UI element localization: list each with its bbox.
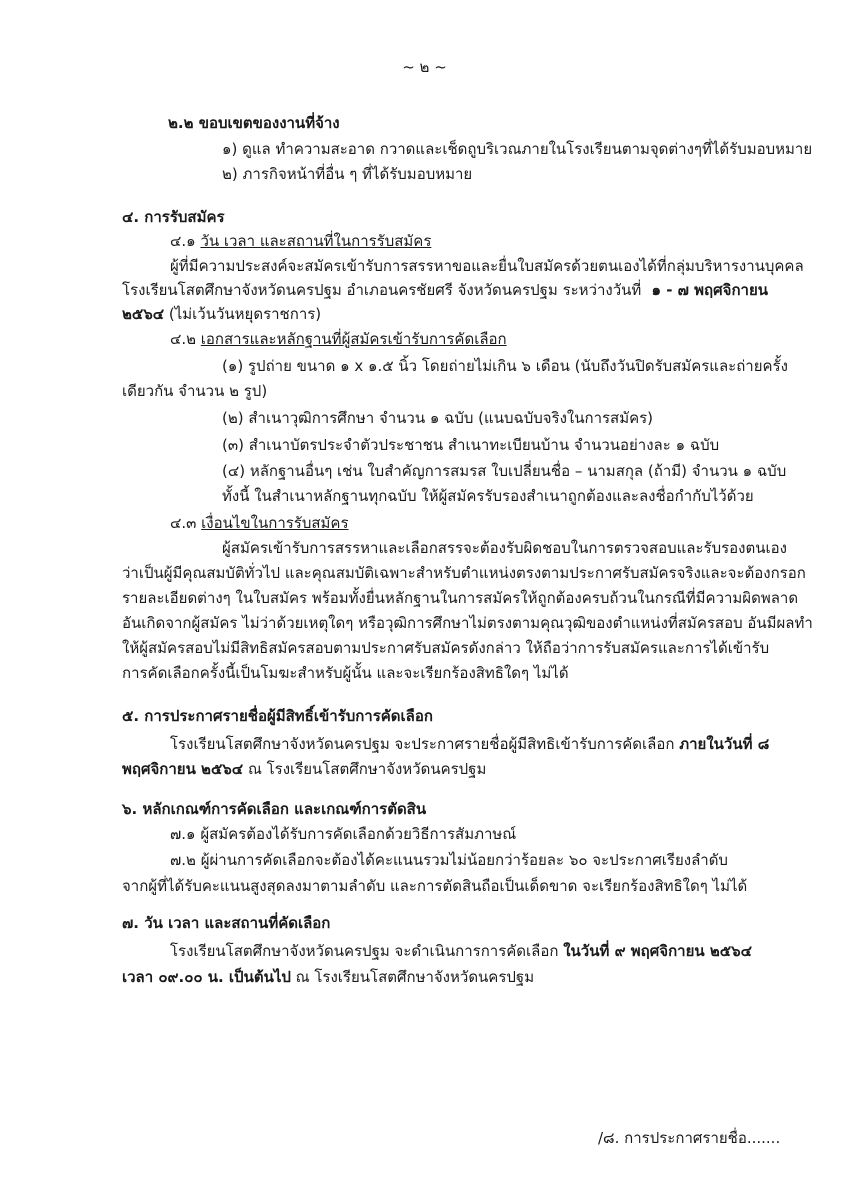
s41-line-2	[122, 279, 768, 301]
sec7-line-1-date: ในวันที่ ๙ พฤศจิกายน ๒๕๖๔	[563, 942, 752, 960]
sec7-line-1-text: โรงเรียนโสตศึกษาจังหวัดนครปฐม จะดำเนินการการคัดเลือก	[170, 942, 564, 960]
s43-line-4: อันเกิดจากผู้สมัคร ไม่ว่าด้วยเหตุใดๆ หรือวุฒิการศึกษาไม่ตรงตามคุณวุฒิของตำแหน่งที่สมัครสอบ อันมีผลทำ	[122, 614, 813, 632]
subsection-4-1-title: วัน เวลา และสถานที่ในการรับสมัคร	[200, 232, 432, 250]
sec5-line-1-deadline: ภายในวันที่ ๘	[679, 735, 770, 753]
sec5-line-2	[122, 758, 486, 780]
sec7-line-2	[122, 966, 534, 988]
s41-line-3-note: (ไม่เว้นวันหยุดราชการ)	[164, 305, 322, 323]
sec7-line-2-place: ณ โรงเรียนโสตศึกษาจังหวัดนครปฐม	[290, 968, 535, 986]
s42-item-4-line-1: (๔) หลักฐานอื่นๆ เช่น ใบสำคัญการสมรส ใบเปลี่ยนชื่อ – นามสกุล (ถ้ามี) จำนวน ๑ ฉบับ	[222, 462, 787, 480]
sec5-line-2-place: ณ โรงเรียนโสตศึกษาจังหวัดนครปฐม	[243, 760, 487, 778]
s41-line-2-text: โรงเรียนโสตศึกษาจังหวัดนครปฐม อำเภอนครชัยศรี จังหวัดนครปฐม ระหว่างวันที่	[122, 281, 642, 299]
section-4-heading: ๔. การรับสมัคร	[122, 208, 225, 226]
sec6-item-2-line-2: จากผู้ที่ได้รับคะแนนสูงสุดลงมาตามลำดับ และการตัดสินถือเป็นเด็ดขาด จะเรียกร้องสิทธิใดๆ ไม่ได้	[122, 877, 748, 895]
continuation-note: /๘. การประกาศรายชื่อ.......	[598, 1129, 781, 1147]
s43-line-3: รายละเอียดต่างๆ ในใบสมัคร พร้อมทั้งยื่นหลักฐานในการสมัครให้ถูกต้องครบถ้วนในกรณีที่มีความผิดพลาด	[122, 589, 799, 607]
sec5-line-2-date: พฤศจิกายน ๒๕๖๔	[122, 760, 244, 778]
s41-line-2-dates: ๑ - ๗ พฤศจิกายน	[651, 281, 768, 299]
s42-item-2: (๒) สำเนาวุฒิการศึกษา จำนวน ๑ ฉบับ (แนบฉบับจริงในการสมัคร)	[222, 409, 654, 427]
subsection-4-2-title: เอกสารและหลักฐานที่ผู้สมัครเข้ารับการคัดเลือก	[200, 330, 507, 348]
s42-item-1-line-1: (๑) รูปถ่าย ขนาด ๑ x ๑.๕ นิ้ว โดยถ่ายไม่เกิน ๖ เดือน (นับถึงวันปิดรับสมัครและถ่ายครั้ง	[222, 357, 788, 375]
sec7-line-2-time: เวลา ๐๙.๐๐ น. เป็นต้นไป	[122, 968, 291, 986]
s41-line-3-year: ๒๕๖๔	[122, 305, 165, 323]
s42-item-1-line-2: เดียวกัน จำนวน ๒ รูป)	[122, 382, 268, 400]
sec7-line-1	[170, 940, 752, 962]
s42-item-3: (๓) สำเนาบัตรประจำตัวประชาชน สำเนาทะเบียนบ้าน จำนวนอย่างละ ๑ ฉบับ	[222, 436, 720, 454]
s43-line-1: ผู้สมัครเข้ารับการสรรหาและเลือกสรรจะต้องรับผิดชอบในการตรวจสอบและรับรองตนเอง	[222, 539, 787, 557]
sec6-item-2-line-1: ๗.๒ ผู้ผ่านการคัดเลือกจะต้องได้คะแนนรวมไม่น้อยกว่าร้อยละ ๖๐ จะประกาศเรียงลำดับ	[170, 851, 728, 869]
sec5-line-1-text: โรงเรียนโสตศึกษาจังหวัดนครปฐม จะประกาศรายชื่อผู้มีสิทธิเข้ารับการคัดเลือก	[170, 735, 680, 753]
subsection-4-3-title: เงื่อนไขในการรับสมัคร	[201, 514, 349, 532]
scope-item-2: ๒) ภารกิจหน้าที่อื่น ๆ ที่ได้รับมอบหมาย	[222, 165, 473, 183]
s42-item-4-line-2: ทั้งนี้ ในสำเนาหลักฐานทุกฉบับ ให้ผู้สมัครรับรองสำเนาถูกต้องและลงชื่อกำกับไว้ด้วย	[222, 487, 754, 505]
subsection-4-1	[170, 230, 431, 252]
s41-line-1: ผู้ที่มีความประสงค์จะสมัครเข้ารับการสรรหาขอและยื่นใบสมัครด้วยตนเองได้ที่กลุ่มบริหารงานบุคคล	[170, 257, 804, 275]
subsection-4-2	[170, 328, 507, 350]
section-5-heading: ๕. การประกาศรายชื่อผู้มีสิทธิ์เข้ารับการคัดเลือก	[122, 707, 433, 725]
sec5-line-1	[170, 733, 769, 755]
subsection-4-3-number: ๔.๓	[170, 514, 197, 532]
page-number: ~ ๒ ~	[402, 58, 447, 76]
s43-line-2: ว่าเป็นผู้มีคุณสมบัติทั่วไป และคุณสมบัติเฉพาะสำหรับตำแหน่งตรงตามประกาศรับสมัครจริงและจะต้องกรอก	[122, 564, 806, 582]
subsection-4-1-number: ๔.๑	[170, 232, 196, 250]
s43-line-5: ให้ผู้สมัครสอบไม่มีสิทธิสมัครสอบตามประกาศรับสมัครดังกล่าว ให้ถือว่าการรับสมัครและการได้เข้ารับ	[122, 639, 770, 657]
scope-heading: ๒.๒ ขอบเขตของงานที่จ้าง	[168, 114, 340, 132]
s41-line-3	[122, 303, 321, 325]
section-7-heading: ๗. วัน เวลา และสถานที่คัดเลือก	[122, 914, 331, 932]
subsection-4-3	[170, 512, 349, 534]
sec6-item-1: ๗.๑ ผู้สมัครต้องได้รับการคัดเลือกด้วยวิธีการสัมภาษณ์	[170, 825, 517, 843]
scope-item-1: ๑) ดูแล ทำความสะอาด กวาดและเช็ดถูบริเวณภายในโรงเรียนตามจุดต่างๆที่ได้รับมอบหมาย	[222, 140, 813, 158]
subsection-4-2-number: ๔.๒	[170, 330, 197, 348]
s43-line-6: การคัดเลือกครั้งนี้เป็นโมฆะสำหรับผู้นั้น และจะเรียกร้องสิทธิใดๆ ไม่ได้	[122, 664, 569, 682]
section-6-heading: ๖. หลักเกณฑ์การคัดเลือก และเกณฑ์การตัดสิน	[122, 800, 427, 818]
